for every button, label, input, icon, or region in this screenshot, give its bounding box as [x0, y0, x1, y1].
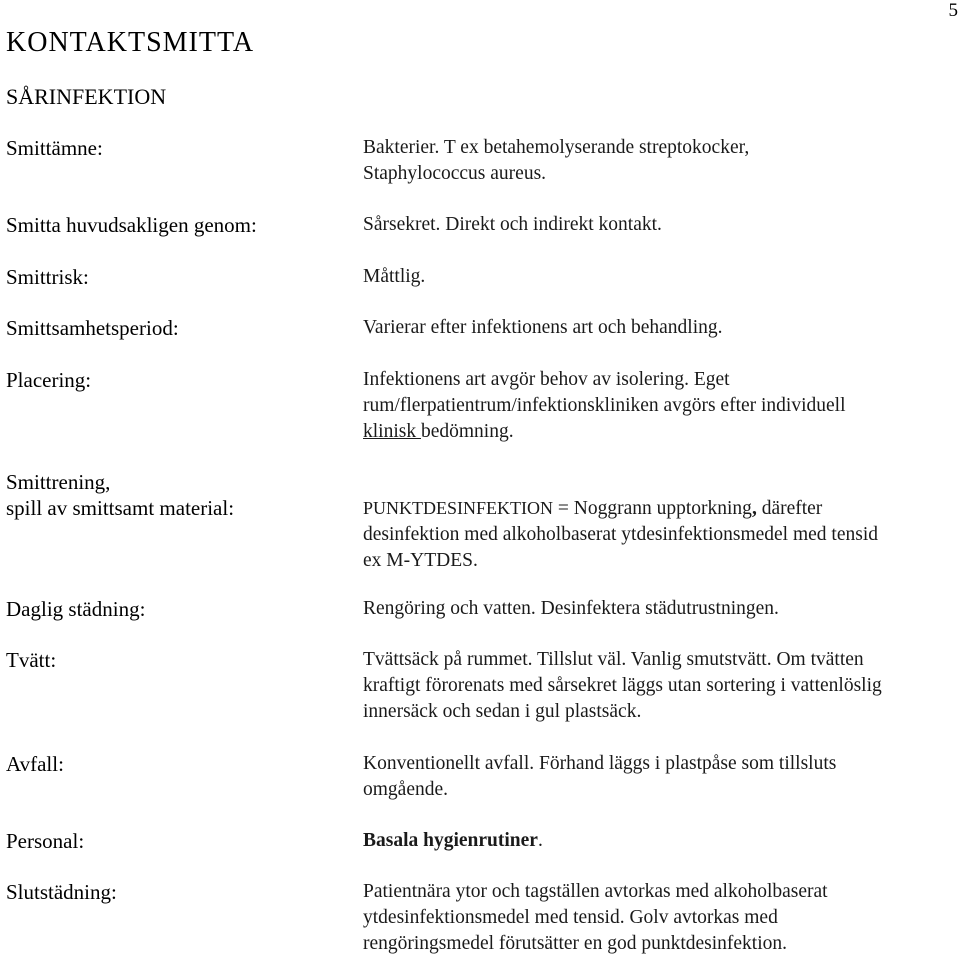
- row-value: [363, 751, 960, 803]
- row-label: Smitta huvudsakligen genom:: [6, 213, 257, 237]
- value-line: Staphylococcus aureus.: [363, 163, 547, 184]
- underlined-text: klinisk: [363, 421, 421, 442]
- row-label: Slutstädning:: [6, 880, 117, 904]
- value-line: desinfektion med alkoholbaserat ytdesinfektionsmedel med tensid: [363, 524, 878, 545]
- row-value: Måttlig.: [363, 266, 426, 287]
- value-line: Konventionellt avfall. Förhand läggs i plastpåse som tillsluts: [363, 753, 837, 774]
- row-value: [363, 828, 960, 854]
- bold-text: Basala hygienrutiner: [363, 830, 538, 851]
- row-value: [363, 879, 960, 957]
- document-subtitle: SÅRINFEKTION: [6, 84, 167, 109]
- row-value: [363, 367, 960, 445]
- row-value: [363, 135, 960, 187]
- row-value: Varierar efter infektionens art och behandling.: [363, 317, 723, 338]
- value-line: [363, 495, 960, 522]
- row-value: Rengöring och vatten. Desinfektera städutrustningen.: [363, 598, 779, 619]
- row-value: [363, 647, 960, 725]
- row-label: Placering:: [6, 368, 92, 392]
- value-text: bedömning.: [420, 421, 514, 442]
- row-value: [363, 495, 960, 574]
- value-text: ,: [751, 498, 757, 519]
- value-text: därefter: [756, 498, 823, 519]
- value-line: rum/flerpatientrum/infektionskliniken avgörs efter individuell: [363, 395, 846, 416]
- value-line: omgående.: [363, 779, 449, 800]
- value-text: .: [537, 830, 543, 851]
- value-line: Infektionens art avgör behov av isolering. Eget: [363, 369, 730, 390]
- emphasis-text: PUNKTDESINFEKTION: [363, 498, 553, 518]
- row-label: Smittsamhetsperiod:: [6, 316, 179, 340]
- value-line: Patientnära ytor och tagställen avtorkas med alkoholbaserat: [363, 881, 828, 902]
- value-line: innersäck och sedan i gul plastsäck.: [363, 701, 642, 722]
- value-line: rengöringsmedel förutsätter en god punktdesinfektion.: [363, 933, 788, 954]
- value-line: [363, 419, 960, 445]
- row-label: Smittrisk:: [6, 265, 89, 289]
- label-line: Smittrening,: [6, 470, 111, 494]
- value-line: Bakterier. T ex betahemolyserande streptokocker,: [363, 137, 750, 158]
- row-label: Daglig städning:: [6, 597, 146, 621]
- label-line: spill av smittsamt material:: [6, 496, 235, 520]
- row-label: Smittämne:: [6, 136, 103, 160]
- value-line: Tvättsäck på rummet. Tillslut väl. Vanlig smutstvätt. Om tvätten: [363, 649, 864, 670]
- value-text: = Noggrann upptorkning: [553, 498, 752, 519]
- row-label: Tvätt:: [6, 648, 57, 672]
- row-label: Personal:: [6, 829, 85, 853]
- row-label: [6, 469, 346, 521]
- value-line: ex M-YTDES.: [363, 550, 478, 571]
- page-number: 5: [948, 0, 958, 21]
- value-line: ytdesinfektionsmedel med tensid. Golv avtorkas med: [363, 907, 778, 928]
- value-line: kraftigt förorenats med sårsekret läggs utan sortering i vattenlöslig: [363, 675, 882, 696]
- row-label: Avfall:: [6, 752, 64, 776]
- row-value: Sårsekret. Direkt och indirekt kontakt.: [363, 214, 662, 235]
- document-title: KONTAKTSMITTA: [6, 27, 255, 58]
